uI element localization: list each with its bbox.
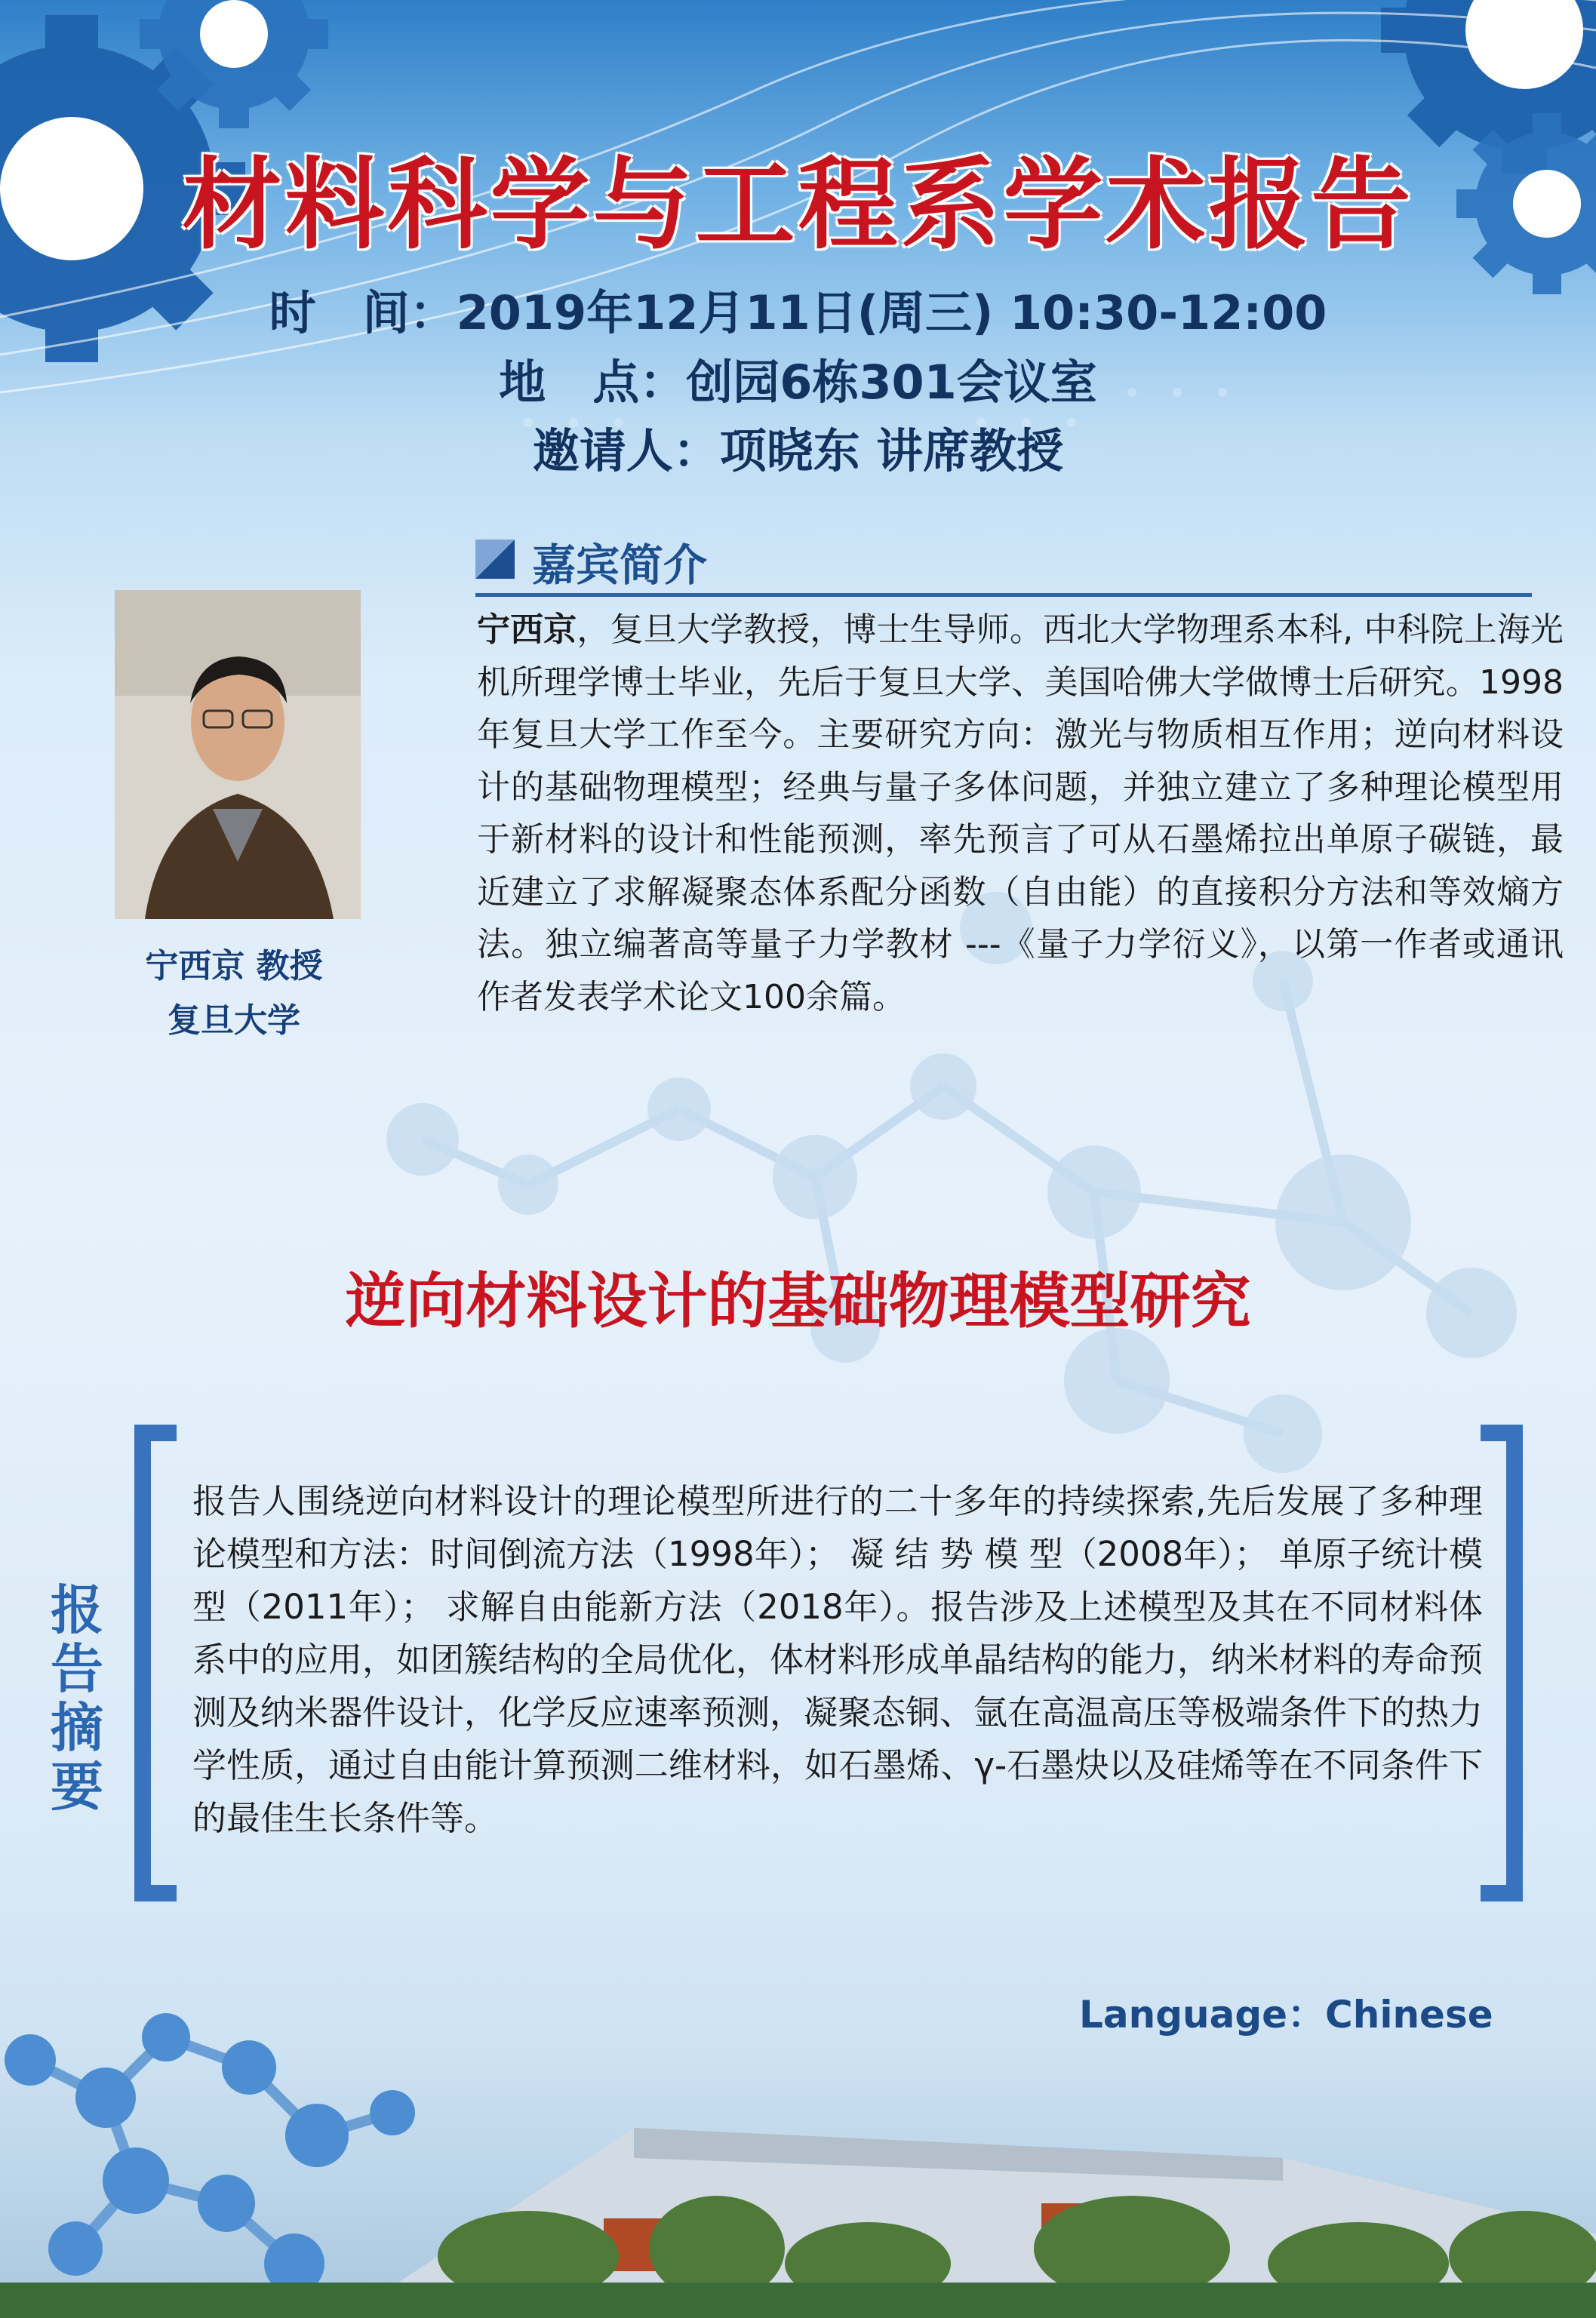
abstract-text: 报告人围绕逆向材料设计的理论模型所进行的二十多年的持续探索,先后发展了多种理论模型和方法：时间倒流方法（1998年）； 凝 结 势 模 型（2008年）； 单原子统计模型（2011年）； 求解自由能新方法（2018年）。报告涉及上述模型及其在不同材料体系中的应用，如团簇结构的全局优化，体材料形成单晶结构的能力，纳米材料的寿命预测及纳米器件设计，化学反应速率预测，凝聚态铜、氩在高温高压等极端条件下的热力学性质，通过自由能计算预测二维材料，如石墨烯、γ-石墨炔以及硅烯等在不同条件下的最佳生长条件等。 [192, 1481, 1484, 1838]
section-heading-bio: 嘉宾简介 [532, 540, 708, 591]
speaker-name: 宁西京 [477, 610, 577, 649]
language-label: Language：Chinese [1079, 1993, 1493, 2037]
event-location: 地 点：创园6栋301会议室 [499, 355, 1097, 410]
event-host: 邀请人：项晓东 讲席教授 [532, 423, 1064, 478]
poster-title: 材料科学与工程系学术报告 [182, 147, 1414, 263]
section-divider [475, 593, 1532, 597]
speaker-caption [91, 939, 377, 1048]
speaker-bio [477, 604, 1564, 1023]
left-bracket [134, 1425, 177, 1901]
talk-title: 逆向材料设计的基础物理模型研究 [345, 1266, 1251, 1336]
abstract-label: 报告摘要 [51, 1579, 103, 1818]
right-bracket [1481, 1425, 1523, 1901]
speaker-caption-affiliation: 复旦大学 [168, 1001, 300, 1040]
speaker-photo [115, 590, 361, 919]
section-square-icon [475, 540, 515, 579]
speaker-bio-text: ，复旦大学教授，博士生导师。西北大学物理系本科, 中科院上海光机所理学博士毕业，先后于复旦大学、美国哈佛大学做博士后研究。1998年复旦大学工作至今。主要研究方向：激光与物质相互作用；逆向材料设计的基础物理模型；经典与量子多体问题，并独立建立了多种理论模型用于新材料的设计和性能预测，率先预言了可从石墨烯拉出单原子碳链，最近建立了求解凝聚态体系配分函数（自由能）的直接积分方法和等效熵方法。独立编著高等量子力学教材 ---《量子力学衍义》，以第一作者或通讯作者发表学术论文100余篇。 [477, 610, 1564, 1016]
speaker-caption-name: 宁西京 教授 [145, 947, 323, 985]
event-time: 时 间：2019年12月11日(周三) 10:30-12:00 [269, 285, 1327, 340]
